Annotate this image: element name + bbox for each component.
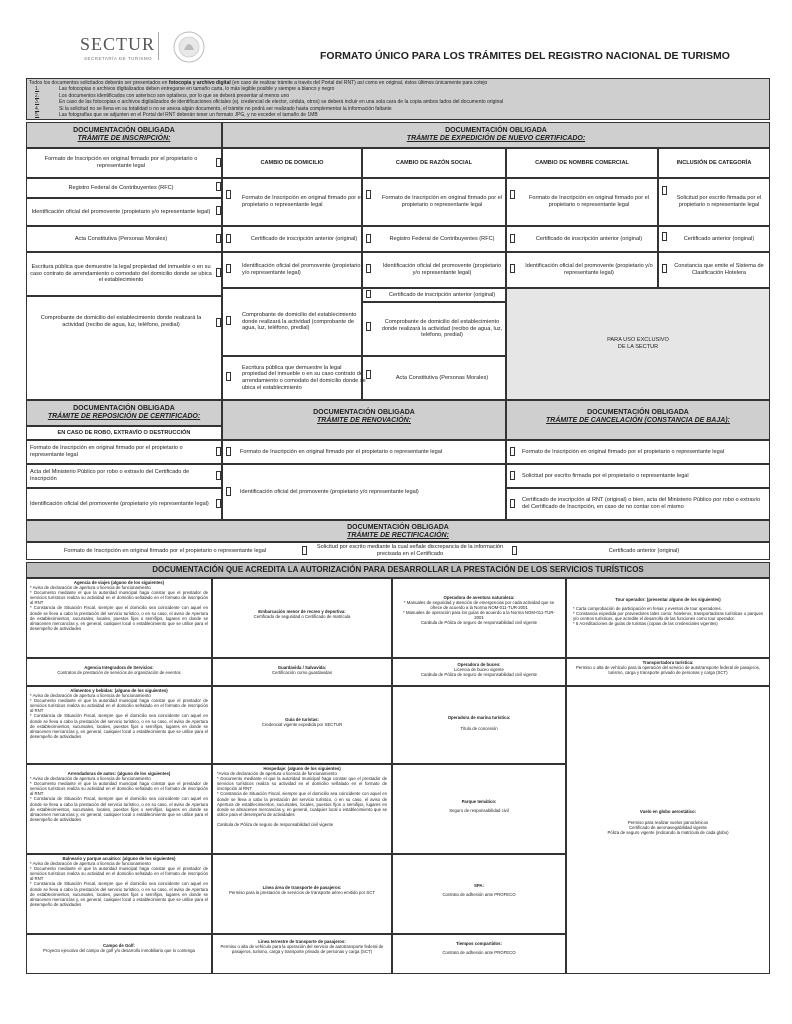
service-block <box>26 578 212 658</box>
checkbox[interactable] <box>662 264 667 273</box>
razon-cell <box>362 288 506 302</box>
razon-cell <box>362 302 506 356</box>
service-body: * Carta comprobación de participación en ferias y eventos de tour operadores. * Constancia expedida por proveedores tales como: hoteleros, transportadoras turísticas o parques y/o centros turísticos, que acredite el desarrollo de las funciones como tour operador. * 5 Acreditaciones de guías de turistas (copias de las credenciales vigentes) <box>573 606 763 627</box>
checkbox[interactable] <box>226 190 231 199</box>
section-title: DOCUMENTACIÓN OBLIGADA <box>347 524 449 531</box>
row-text: Certificado de inscripción al RNT (original) o bien, acta del Ministerio Público por robo o extravío del Certificado de Inscripción, en caso de no contar con el mismo <box>522 497 761 510</box>
checkbox[interactable] <box>366 370 371 379</box>
categoria-cell <box>658 252 770 288</box>
instructions-list <box>35 86 765 119</box>
row-text: Identificación oficial del promovente (propietario y/o representante legal) <box>240 488 419 495</box>
checkbox[interactable] <box>510 471 515 480</box>
column-label: INCLUSIÓN DE CATEGORÍA <box>676 159 752 166</box>
row-text: Identificación oficial del promovente (propietario y/o representante legal) <box>30 500 209 507</box>
service-body: Licencia de buceo vigente Carátula de Póliza de seguro de responsabilidad civil vigente <box>420 667 538 678</box>
inscripcion-row <box>26 178 222 198</box>
row-text: Escritura pública que demuestre la legal propiedad del inmueble o en su caso contrato de arrendamiento o comodato del domicilio donde se ubica el establecimiento <box>30 264 212 284</box>
row-text: Formato de Inscripción en original firmado por el propietario o representante legal <box>30 445 183 458</box>
cell-text: Acta Constitutiva (Personas Morales) <box>395 374 489 381</box>
domicilio-cell <box>222 226 362 252</box>
inscripcion-row <box>26 198 222 226</box>
checkbox[interactable] <box>302 546 307 555</box>
service-block <box>26 658 212 686</box>
sectur-exclusive-area <box>506 288 770 400</box>
checkbox[interactable] <box>216 318 221 327</box>
section-subtitle: TRÁMITE DE INSCRIPCIÓN: <box>77 135 171 142</box>
cell-text: Comprobante de domicilio del establecimiento donde realizará la actividad (comprobante de agua, luz, teléfono, predial) <box>242 312 357 332</box>
checkbox[interactable] <box>510 499 515 508</box>
service-body: * Aviso de declaración de apertura o licencia de funcionamiento * Documento mediante el que la autoridad municipal haga constar que el prestador de servicios turísticos realiza su actividad en el domicilio señalado en el formato de inscripción al RNT * Constancia de Situación Fiscal, siempre que el domicilio sea coincidente con aquel en donde se lleva a cabo la prestación del servicio turístico, o en su caso, el aviso de Apertura de establecimientos, sucursales, locales, puestos fijos o semifijos, lugares en donde se almacenen mercancías y, en general, cualquier local o establecimiento que se utilice para el desempeño de actividades <box>30 861 208 907</box>
service-block <box>26 854 212 934</box>
service-body: * Aviso de declaración de apertura o licencia de funcionamiento * Documento mediante el que la autoridad municipal haga constar que el prestador de servicios turísticos realiza su actividad en el domicilio señalado en el formato de inscripción al RNT * Constancia de Situación Fiscal, siempre que el domicilio sea coincidente con aquel en donde se lleva a cabo la prestación del servicio turístico, o en su caso, el aviso de Apertura de establecimientos, sucursales, locales, puestos fijos o semifijos, lugares en donde se almacenen mercancías y, en general, cualquier local o establecimiento que se utilice para el desempeño de actividades <box>30 585 208 631</box>
checkbox[interactable] <box>216 471 221 480</box>
checkbox[interactable] <box>216 182 221 191</box>
checkbox[interactable] <box>366 290 371 298</box>
reposicion-header <box>26 400 222 426</box>
checkbox[interactable] <box>226 447 231 456</box>
checkbox[interactable] <box>216 158 221 167</box>
section-title: DOCUMENTACIÓN OBLIGADA <box>445 127 547 134</box>
cell-text: Escritura pública que demuestre la legal propiedad del inmueble o en su caso contrato de arrendamiento o comodato del domicilio donde se ubica el establecimiento <box>242 364 366 391</box>
service-title: Arrendadoras de autos: (alguno de los siguientes) <box>67 771 171 776</box>
cancelacion-row <box>506 488 770 520</box>
checkbox[interactable] <box>216 447 221 456</box>
service-block <box>392 934 566 974</box>
service-title: Operadora de buceo: <box>457 662 501 667</box>
service-title: Agencia de viajes (alguno de los siguientes) <box>73 580 165 585</box>
cancelacion-row <box>506 464 770 488</box>
service-title: Agencia Integradora de Servicios: <box>84 665 154 670</box>
cell-text: Formato de Inscripción en original firmado por el propietario o representante legal <box>528 195 649 208</box>
section-title: DOCUMENTACIÓN OBLIGADA <box>313 409 415 416</box>
row-text: Identificación oficial del promovente (propietario y/o representante legal) <box>31 208 211 215</box>
service-title: Operadora de aventura naturaleza: <box>443 595 515 600</box>
col-header-nombre <box>506 148 658 178</box>
service-body: Permiso para realizar vuelos panorámicos Certificado de aeronavegabilidad vigente Póliza de seguro vigente (indicando la matrícula de cada globo) <box>607 820 729 836</box>
row-text: Registro Federal de Contribuyentes (RFC) <box>68 184 174 191</box>
service-body: * Aviso de declaración de apertura o licencia de funcionamiento * Documento mediante el que la autoridad municipal haga constar que el prestador de servicios turísticos realiza su actividad en el domicilio señalado en el formato de inscripción al RNT * Constancia de Situación Fiscal, siempre que el domicilio sea coincidente con aquel en donde se lleva a cabo la prestación del servicio turístico, o en su caso, el aviso de Apertura de establecimientos, sucursales, locales, puestos fijos o semifijos, lugares en donde se almacenen mercancías y, en general, cualquier local o establecimiento que se utilice para el desempeño de actividades <box>30 693 208 739</box>
cell-text: Solicitud por escrito firmada por el propietario o representante legal <box>676 195 762 208</box>
checkbox[interactable] <box>662 186 667 195</box>
service-block <box>392 658 566 686</box>
section-subtitle: TRÁMITE DE RECTIFICACIÓN: <box>347 532 449 539</box>
reposicion-row <box>26 440 222 464</box>
instructions-box <box>26 78 770 120</box>
domicilio-cell <box>222 252 362 288</box>
service-body: Certificado de seguridad o Certificado de matrícula <box>253 614 351 620</box>
cell-text: Constancia que emite el Sistema de Clasificación Hotelera <box>674 263 764 276</box>
service-title: Embarcación menor de recreo y deportiva: <box>258 609 346 614</box>
nombre-cell <box>506 178 658 226</box>
checkbox[interactable] <box>510 447 515 456</box>
service-block <box>212 764 392 854</box>
checkbox[interactable] <box>366 322 371 331</box>
checkbox[interactable] <box>366 234 371 243</box>
cell-text: Identificación oficial del promovente (propietario y/o representante legal) <box>242 263 361 276</box>
exclusive-line: DE LA SECTUR <box>617 344 659 350</box>
service-block <box>392 686 566 764</box>
checkbox[interactable] <box>216 234 221 243</box>
cell-text: Certificado de inscripción anterior (original) <box>388 291 496 298</box>
service-title: Parque temático: <box>461 799 497 804</box>
service-block <box>26 934 212 974</box>
checkbox[interactable] <box>226 264 231 273</box>
renovacion-header <box>222 400 506 440</box>
service-body: Permiso para la prestación de servicios de transporte aéreo emitido por SCT <box>229 890 375 896</box>
row-text: Formato de Inscripción en original firmado por el propietario o representante legal <box>240 448 443 455</box>
service-block <box>212 934 392 974</box>
service-body: Certificación como guardavidas <box>272 670 332 676</box>
coat-of-arms-icon <box>172 30 206 64</box>
rectificacion-header <box>26 520 770 542</box>
rectificacion-item: Solicitud por escrito mediante la cual señale discrepancia de la información precisada en el Certificado <box>316 544 504 557</box>
service-title: Guardavida / Salvavida: <box>277 665 327 670</box>
page-title: FORMATO ÚNICO PARA LOS TRÁMITES DEL REGISTRO NACIONAL DE TURISMO <box>320 50 730 62</box>
checkbox[interactable] <box>510 190 515 199</box>
service-block <box>26 764 212 854</box>
service-block <box>212 658 392 686</box>
row-text: Formato de Inscripción en original firmado por el propietario o representante legal <box>522 448 725 455</box>
col-header-razon <box>362 148 506 178</box>
domicilio-cell <box>222 356 366 400</box>
inscripcion-row <box>26 226 222 252</box>
domicilio-cell <box>222 178 362 226</box>
cell-text: Certificado de inscripción anterior (original) <box>250 235 358 242</box>
col-header-categoria <box>658 148 770 178</box>
categoria-cell <box>658 178 770 226</box>
col-header-domicilio <box>222 148 362 178</box>
razon-cell <box>362 226 506 252</box>
service-body: Credencial vigente expedida por SECTUR <box>261 722 343 728</box>
section-subtitle: TRÁMITE DE EXPEDICIÓN DE NUEVO CERTIFICADO: <box>406 135 586 142</box>
service-body: Contrato de adhesión ante PROFECO <box>442 892 516 898</box>
row-text: Solicitud por escrito firmada por el propietario o representante legal <box>522 472 689 479</box>
divider-line <box>158 32 159 60</box>
list-item: 2. Los documentos identificados con asterisco son optativos, por lo que se deberá presentar al menos uno <box>35 92 290 99</box>
reposicion-note <box>26 426 222 440</box>
row-text: Comprobante de domicilio del establecimiento donde realizará la actividad (recibo de agua, luz, teléfono, predial) <box>40 315 202 328</box>
rectificacion-item: Certificado anterior (original) <box>608 547 680 554</box>
reposicion-row <box>26 488 222 520</box>
section-title: DOCUMENTACIÓN QUE ACREDITA LA AUTORIZACIÓN PARA DESARROLLAR LA PRESTACIÓN DE LOS SERVICIOS TURÍSTICOS <box>152 564 644 574</box>
list-item: 5. Las fotografías que se adjunten en el Portal del RNT deberán tener un formato JPG, y no exceder el tamaño de 1MB <box>35 112 318 119</box>
section-subtitle: TRÁMITE DE REPOSICIÓN DE CERTIFICADO: <box>47 413 201 420</box>
section-title: DOCUMENTACIÓN OBLIGADA <box>73 127 175 134</box>
service-title: Tiempos compartidos: <box>455 941 502 946</box>
checkbox[interactable] <box>510 234 515 243</box>
row-text: Acta del Ministerio Público por robo o extravío del Certificado de Inscripción <box>30 469 190 482</box>
service-block <box>26 686 212 764</box>
service-title: Línea terrestre de transporte de pasajeros: <box>258 939 346 944</box>
services-header <box>26 562 770 578</box>
nombre-cell <box>506 226 658 252</box>
service-block <box>566 658 770 686</box>
cell-text: Comprobante de domicilio del establecimiento donde realizará la actividad (recibo de agua, luz, teléfono, predial) <box>381 319 503 339</box>
service-title: Vuelo en globo aerostático: <box>639 809 697 814</box>
inscripcion-header <box>26 122 222 148</box>
row-text: Formato de Inscripción en original firmado por el propietario o representante legal <box>44 156 198 169</box>
service-block <box>566 686 770 974</box>
service-block <box>392 578 566 658</box>
service-block <box>212 686 392 764</box>
service-title: Guía de turistas: <box>285 717 319 722</box>
service-body: Permiso o alta de vehículo para la operación del servicio de autotransporte federal de pasajeros, turismo, carga y transporte privado de personas y carga (SCT) <box>576 665 760 676</box>
service-title: Línea área de transporte de pasajeros: <box>262 885 342 890</box>
cancelacion-row <box>506 440 770 464</box>
cancelacion-header <box>506 400 770 440</box>
checkbox[interactable] <box>510 264 515 273</box>
service-block <box>392 854 566 934</box>
service-body: Permiso o alta de vehículo para la operación del servicio de autotransporte federal de pasajeros, turismo, carga y transporte privado de personas y carga (SCT) <box>220 944 384 955</box>
inscripcion-row <box>26 148 222 178</box>
service-title: Operadora de marina turística: <box>447 715 511 720</box>
cell-text: Formato de Inscripción en original firmado por el propietario o representante legal <box>242 195 363 208</box>
service-body: Proyecto ejecutivo del campo de golf y/o desarrollo inmobiliario que lo contenga <box>43 948 195 954</box>
inscripcion-row <box>26 296 222 400</box>
checkbox[interactable] <box>512 546 517 555</box>
cell-text: Identificación oficial del promovente (propietario y/o representante legal) <box>382 263 502 276</box>
reposicion-row <box>26 464 222 488</box>
service-body: Contratos de prestación de servicios de organización de eventos <box>57 670 181 676</box>
service-title: Balneario y parque acuático: (alguno de los siguientes) <box>62 856 176 861</box>
checkbox[interactable] <box>366 190 371 199</box>
razon-cell <box>362 356 506 400</box>
instructions-intro: Todos los documentos solicitados deberán ser presentados en fotocopia y archivo digital (en caso de realizar trámite a través del Portal del RNT) así como en original, éstos últimos únicamente para cotejo <box>29 80 488 86</box>
logo-subtext: SECRETARÍA DE TURISMO <box>84 56 153 61</box>
service-title: Alimentos y bebidas: (alguno de los siguientes) <box>70 688 168 693</box>
service-body: * Aviso de declaración de apertura o licencia de funcionamiento * Documento mediante el que la autoridad municipal haga constar que el prestador de servicios turísticos realiza su actividad en el domicilio señalado en el formato de inscripción al RNT * Constancia de Situación Fiscal, siempre que el domicilio sea coincidente con aquel en donde se lleva a cabo la prestación del servicio turístico, o en su caso, el aviso de Apertura de establecimientos, sucursales, locales, puestos fijos o semifijos, lugares en donde se almacenen mercancías y, en general, cualquier local o establecimiento que se utilice para el desempeño de actividades <box>30 776 208 822</box>
renovacion-row <box>222 440 506 464</box>
checkbox[interactable] <box>662 232 667 241</box>
checkbox[interactable] <box>216 206 221 215</box>
cell-text: Identificación oficial del promovente (propietario y/o representante legal) <box>525 263 653 276</box>
razon-cell <box>362 252 506 288</box>
categoria-cell <box>658 226 770 252</box>
service-title: Tour operador: (presentar alguno de los siguientes) <box>615 597 721 602</box>
nombre-cell <box>506 252 658 288</box>
service-block <box>392 764 566 854</box>
service-body: Título de concesión <box>460 726 498 732</box>
service-title: Hospedaje: (alguno de los siguientes) <box>263 766 341 771</box>
renovacion-row <box>222 464 506 520</box>
checkbox[interactable] <box>216 268 221 277</box>
cell-text: Formato de Inscripción en original firmado por el propietario o representante legal <box>381 195 502 208</box>
expedicion-header <box>222 122 770 148</box>
checkbox[interactable] <box>226 234 231 243</box>
checkbox[interactable] <box>226 372 231 381</box>
row-text: Acta Constitutiva (Personas Morales) <box>74 235 168 242</box>
column-label: CAMBIO DE NOMBRE COMERCIAL <box>535 159 629 166</box>
section-subtitle: TRÁMITE DE CANCELACIÓN (CONSTANCIA DE BAJA): <box>546 417 730 424</box>
domicilio-cell <box>222 288 362 356</box>
cell-text: Registro Federal de Contribuyentes (RFC) <box>389 235 495 242</box>
service-block <box>566 578 770 658</box>
checkbox[interactable] <box>226 316 231 325</box>
checkbox[interactable] <box>366 264 371 273</box>
service-block <box>212 578 392 658</box>
column-label: CAMBIO DE RAZÓN SOCIAL <box>395 159 473 166</box>
inscripcion-row <box>26 252 222 296</box>
service-body: *Aviso de declaración de apertura o licencia de funcionamiento * Documento mediante el que la autoridad municipal haga constar que el prestador de servicios turísticos realiza su actividad en el domicilio señalado en el formato de inscripción al RNT * Constancia de Situación Fiscal, siempre que el domicilio sea coincidente con aquel en donde se lleva a cabo la prestación del servicio turístico, o en su caso, el aviso de Apertura de establecimientos, sucursales, locales, puestos fijos o semifijos, lugares en donde se almacenen mercancías y, en general, cualquier local o establecimiento que se utilice para el desempeño de actividades Carátula de Póliza de seguro de responsabilidad civil vigente <box>217 771 387 828</box>
rectificacion-item: Formato de Inscripción en original firmado por el propietario o representante legal <box>63 547 267 554</box>
column-label: CAMBIO DE DOMICILIO <box>260 159 324 166</box>
service-title: Transportadora turística: <box>642 660 694 665</box>
service-title: SPA: <box>474 883 484 888</box>
service-body: Seguro de responsabilidad civil <box>449 808 509 814</box>
cell-text: Certificado de inscripción anterior (original) <box>535 235 643 242</box>
checkbox[interactable] <box>226 487 231 496</box>
note-text: EN CASO DE ROBO, EXTRAVÍO O DESTRUCCIÓN <box>57 429 191 436</box>
service-block <box>212 854 392 934</box>
section-title: DOCUMENTACIÓN OBLIGADA <box>587 409 689 416</box>
list-item: 1. Las fotocopias o archivos digitalizados deben entregarse en tamaño carta, lo más legible posible y siempre a blanco y negro <box>35 86 335 92</box>
list-item: 3. En caso de las fotocopias o archivos digitalizados de identificaciones oficiales (ej. credencial de elector, cédula, otros) se deberá incluir en una sola cara de la copia ambos lados del documento original <box>35 99 504 106</box>
service-body: * Manuales de seguridad y atención de emergencias por cada actividad que se ofrece de acuerdo a la Norma NOM-011-TUR-2001 * Manuales de operación para los guías de acuerdo a la Norma NOM-011-TUR-2001 Carátula de Póliza de seguro de responsabilidad civil vigente <box>403 600 555 626</box>
section-title: DOCUMENTACIÓN OBLIGADA <box>73 405 175 412</box>
list-item: 4. Si la solicitud no se llena en su totalidad o no se anexa algún documento, el trámite no podrá ser realizado hasta complementar la información faltante <box>35 105 392 112</box>
cell-text: Certificado anterior (original) <box>683 235 755 242</box>
logo-text: SECTUR <box>80 34 156 54</box>
razon-cell <box>362 178 506 226</box>
checkbox[interactable] <box>216 499 221 508</box>
exclusive-line: PARA USO EXCLUSIVO <box>607 337 669 344</box>
section-subtitle: TRÁMITE DE RENOVACIÓN: <box>317 417 411 424</box>
service-body: Contrato de adhesión ante PROFECO <box>442 950 516 956</box>
service-title: Campo de Golf: <box>103 943 135 948</box>
sectur-logo <box>72 26 222 66</box>
